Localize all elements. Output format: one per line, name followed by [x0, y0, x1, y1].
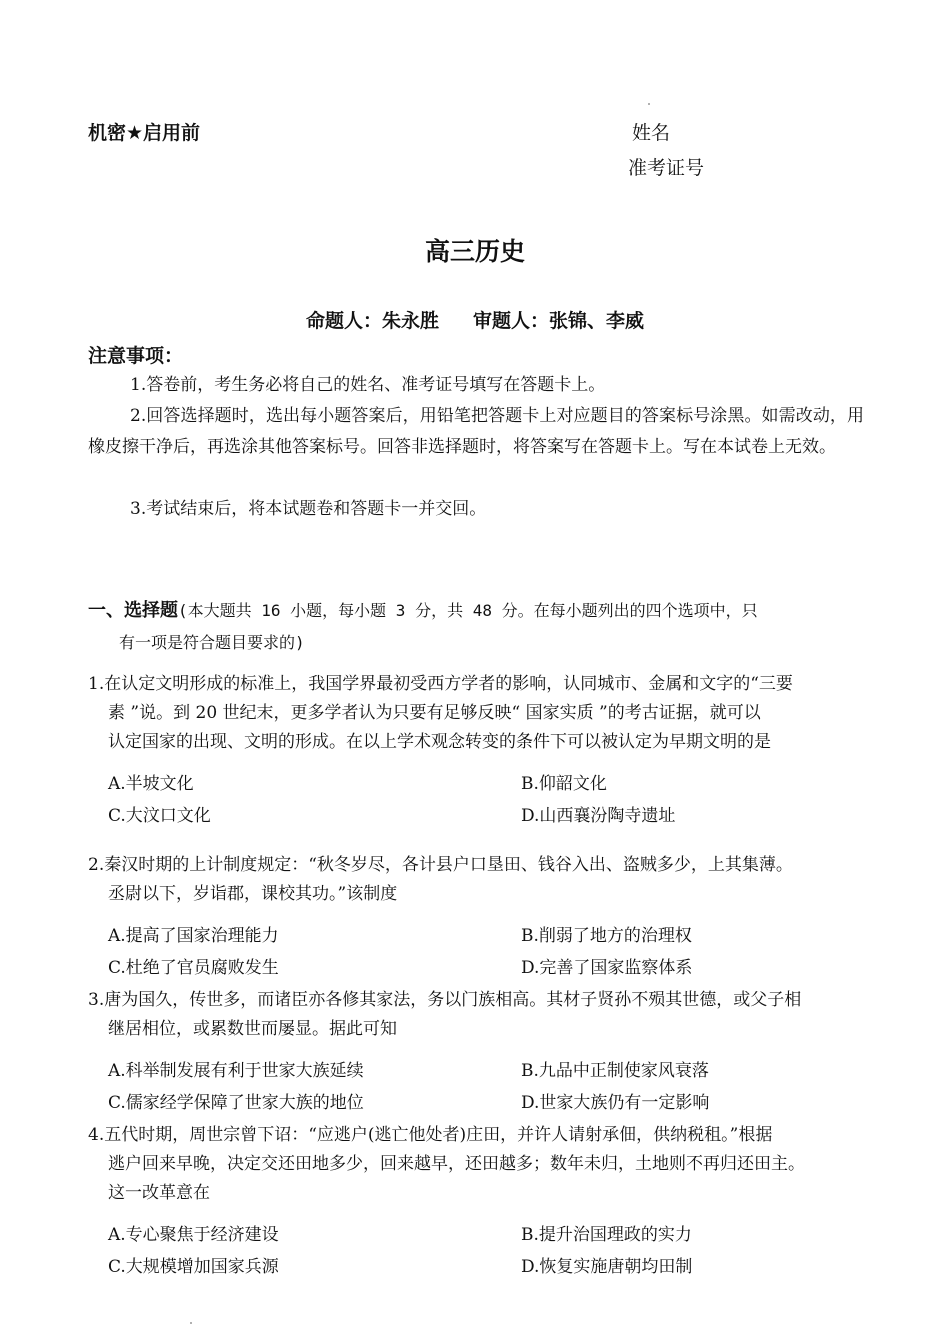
notice-heading: 注意事项：	[88, 345, 184, 367]
stem-line: 3.唐为国久，传世多，而诸臣亦各修其家法，务以门族相高。其材子贤孙不殒其世德，或父子相	[88, 990, 802, 1010]
confidential-label: 机密★启用前	[88, 122, 201, 144]
stem-line: 丞尉以下，岁诣郡，课校其功。”该制度	[108, 884, 398, 904]
question-3-option-b: B.九品中正制使家风衰落	[521, 1061, 709, 1081]
question-3-option-a: A.科举制发展有利于世家大族延续	[108, 1061, 364, 1081]
question-1-option-c: C.大汶口文化	[108, 806, 211, 826]
stem-line: 素 ”说。到 20 世纪末，更多学者认为只要有足够反映“ 国家实质 ”的考古证据，就可以	[108, 703, 761, 723]
notice-item-3: 3.考试结束后，将本试题卷和答题卡一并交回。	[130, 499, 487, 519]
exam-id-label: 准考证号	[628, 157, 705, 179]
section-instruction-line1: (本大题共 16 小题，每小题 3 分，共 48 分。在每小题列出的四个选项中，只	[178, 601, 758, 620]
reviewer-label: 审题人：张锦、李威	[473, 310, 645, 332]
stem-line: 4.五代时期，周世宗曾下诏：“应逃户(逃亡他处者)庄田，并许人请射承佃，供纳税租。”根据	[88, 1125, 773, 1145]
question-2-stem	[88, 851, 864, 909]
section-title: 一、选择题	[88, 600, 178, 621]
stem-line: 继居相位，或累数世而屡显。据此可知	[108, 1019, 397, 1039]
question-2-option-b: B.削弱了地方的治理权	[521, 926, 692, 946]
stem-line: 1.在认定文明形成的标准上，我国学界最初受西方学者的影响，认同城市、金属和文字的“三要	[88, 674, 793, 694]
question-2-option-d: D.完善了国家监察体系	[521, 958, 693, 978]
question-1-option-b: B.仰韶文化	[521, 774, 607, 794]
stem-line: 2.秦汉时期的上计制度规定：“秋冬岁尽，各计县户口垦田、钱谷入出、盗贼多少，上其集薄。	[88, 855, 793, 875]
stem-line: 这一改革意在	[108, 1183, 210, 1203]
scan-speck	[190, 1322, 192, 1324]
stem-line: 认定国家的出现、文明的形成。在以上学术观念转变的条件下可以被认定为早期文明的是	[108, 732, 771, 752]
section-heading	[88, 595, 868, 659]
question-4-option-b: B.提升治国理政的实力	[521, 1225, 692, 1245]
question-4-option-c: C.大规模增加国家兵源	[108, 1257, 279, 1277]
setter-label: 命题人：朱永胜	[305, 310, 439, 332]
page-title: 高三历史	[424, 237, 525, 266]
authors-line	[0, 306, 950, 333]
question-1-option-d: D.山西襄汾陶寺遗址	[521, 806, 676, 826]
notice-item-2: 2.回答选择题时，选出每小题答案后，用铅笔把答题卡上对应题目的答案标号涂黑。如需改动，用橡皮擦干净后，再选涂其他答案标号。回答非选择题时，将答案写在答题卡上。写在本试卷上无效。	[88, 406, 864, 457]
stem-line: 逃户回来早晚，决定交还田地多少，回来越早，还田越多；数年未归，土地则不再归还田主。	[108, 1154, 805, 1174]
question-1-option-a: A.半坡文化	[108, 774, 194, 794]
section-instruction-line2: 有一项是符合题目要求的)	[119, 633, 305, 652]
question-1-stem	[88, 670, 864, 757]
name-label: 姓名	[632, 122, 671, 144]
question-3-option-c: C.儒家经学保障了世家大族的地位	[108, 1093, 364, 1113]
question-4-stem	[88, 1121, 864, 1208]
scan-speck	[648, 103, 650, 105]
question-2-option-c: C.杜绝了官员腐败发生	[108, 958, 279, 978]
question-4-option-a: A.专心聚焦于经济建设	[108, 1225, 279, 1245]
question-4-option-d: D.恢复实施唐朝均田制	[521, 1257, 693, 1277]
question-3-option-d: D.世家大族仍有一定影响	[521, 1093, 710, 1113]
question-2-option-a: A.提高了国家治理能力	[108, 926, 279, 946]
question-3-stem	[88, 986, 864, 1044]
notice-item-1: 1.答卷前，考生务必将自己的姓名、准考证号填写在答题卡上。	[130, 375, 606, 395]
